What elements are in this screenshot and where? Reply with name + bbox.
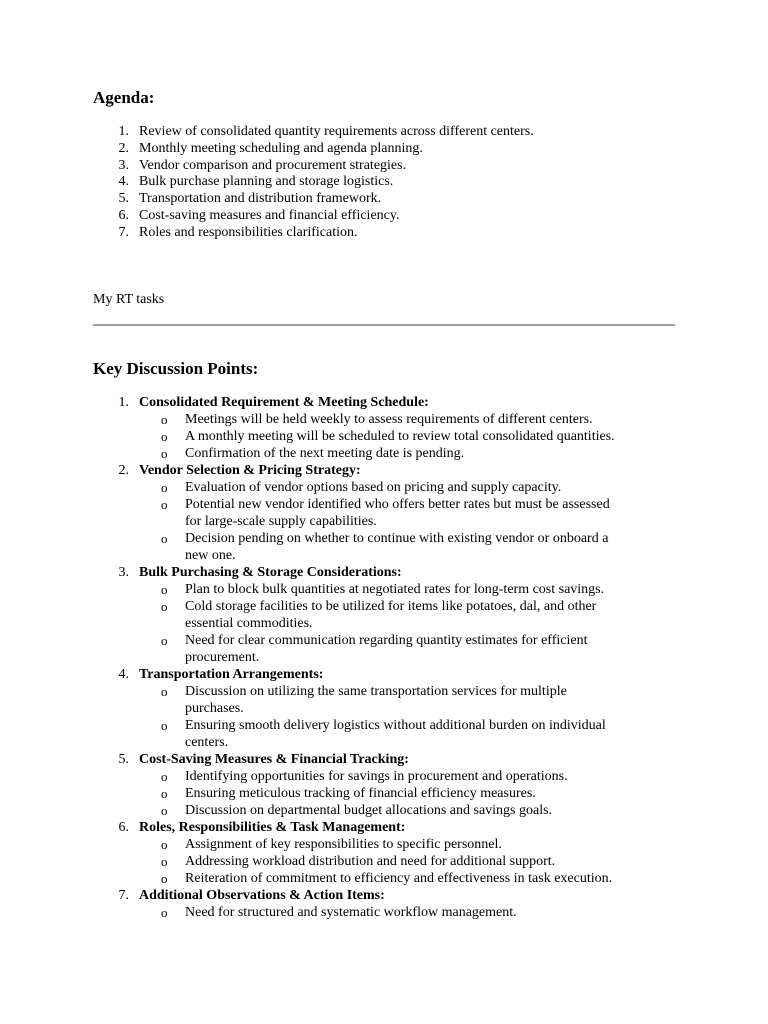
sub-point-list [139,479,693,564]
sub-point [139,530,615,564]
discussion-section [93,666,693,751]
section-title: Transportation Arrangements: [139,667,324,682]
sub-point-text: Evaluation of vendor options based on pricing and supply capacity. [185,480,562,495]
horizontal-divider [93,324,675,326]
hollow-bullet-icon: o [161,599,168,614]
agenda-item [93,158,693,175]
agenda-item-text: Monthly meeting scheduling and agenda planning. [139,140,423,156]
sub-point [139,496,615,530]
discussion-section [93,887,693,921]
sub-point-list [139,683,693,751]
hollow-bullet-icon: o [161,531,168,546]
sub-point-text: Plan to block bulk quantities at negotiated rates for long-term cost savings. [185,582,605,597]
hollow-bullet-icon: o [161,905,168,920]
sub-point [139,904,615,921]
sub-point-list [139,904,693,921]
agenda-item [93,174,693,191]
list-number: 4. [118,667,129,682]
sub-point-text: Assignment of key responsibilities to specific personnel. [185,837,502,852]
list-number: 6. [118,820,129,835]
section-title: Additional Observations & Action Items: [139,888,385,903]
sub-point [139,428,615,445]
discussion-section [93,462,693,564]
hollow-bullet-icon: o [161,633,168,648]
section-title: Bulk Purchasing & Storage Considerations: [139,565,402,580]
list-number: 1. [118,395,129,410]
sub-point-text: Potential new vendor identified who offers better rates but must be assessed for large-scale supply capabilities. [185,497,610,529]
sub-point-text: Addressing workload distribution and need for additional support. [185,854,556,869]
sub-point [139,632,615,666]
section-title: Cost-Saving Measures & Financial Tracking: [139,752,409,767]
agenda-heading: Agenda: [93,88,155,107]
agenda-item-text: Vendor comparison and procurement strategies. [139,157,407,173]
key-discussion-heading: Key Discussion Points: [93,359,259,378]
list-number: 4. [118,174,129,190]
sub-point-text: Discussion on utilizing the same transportation services for multiple purchases. [185,684,567,716]
list-number: 6. [118,207,129,223]
sub-point [139,445,615,462]
agenda-item [93,141,693,158]
sub-point-text: A monthly meeting will be scheduled to review total consolidated quantities. [185,429,615,444]
agenda-item [93,225,693,242]
list-number: 5. [118,191,129,207]
sub-point-text: Ensuring smooth delivery logistics without additional burden on individual centers. [185,718,606,750]
sub-point [139,836,615,853]
agenda-item [93,124,693,141]
sub-point-list [139,581,693,666]
sub-point-text: Ensuring meticulous tracking of financial efficiency measures. [185,786,536,801]
discussion-section [93,564,693,666]
section-title: Roles, Responsibilities & Task Management: [139,820,406,835]
agenda-item [93,191,693,208]
sub-point [139,581,615,598]
discussion-section [93,819,693,887]
list-number: 7. [118,224,129,240]
sub-point [139,853,615,870]
sub-point-text: Meetings will be held weekly to assess requirements of different centers. [185,412,593,427]
sub-point-text: Cold storage facilities to be utilized for items like potatoes, dal, and other essential commodities. [185,599,597,631]
sub-point-list [139,836,693,887]
sub-point-text: Identifying opportunities for savings in procurement and operations. [185,769,568,784]
sub-point [139,683,615,717]
hollow-bullet-icon: o [161,429,168,444]
discussion-section [93,751,693,819]
hollow-bullet-icon: o [161,446,168,461]
sub-point-list [139,768,693,819]
sub-point-text: Confirmation of the next meeting date is pending. [185,446,465,461]
sub-point-text: Need for clear communication regarding quantity estimates for efficient procurement. [185,633,588,665]
sub-point-text: Reiteration of commitment to efficiency and effectiveness in task execution. [185,871,613,886]
agenda-item-text: Cost-saving measures and financial efficiency. [139,207,400,223]
sub-point-list [139,411,693,462]
discussion-section [93,394,693,462]
list-number: 7. [118,888,129,903]
sub-point [139,479,615,496]
agenda-item-text: Transportation and distribution framework. [139,191,382,207]
rt-tasks-text: My RT tasks [93,292,165,307]
hollow-bullet-icon: o [161,412,168,427]
hollow-bullet-icon: o [161,871,168,886]
hollow-bullet-icon: o [161,837,168,852]
hollow-bullet-icon: o [161,582,168,597]
agenda-list [93,124,693,242]
sub-point-text: Decision pending on whether to continue with existing vendor or onboard a new one. [185,531,609,563]
sub-point-text: Need for structured and systematic workflow management. [185,905,517,920]
agenda-item-text: Roles and responsibilities clarification. [139,224,358,240]
sub-point [139,768,615,785]
sub-point [139,717,615,751]
agenda-item-text: Bulk purchase planning and storage logistics. [139,174,394,190]
agenda-item-text: Review of consolidated quantity requirements across different centers. [139,124,534,139]
key-discussion-list [93,394,693,921]
hollow-bullet-icon: o [161,497,168,512]
list-number: 2. [118,140,129,156]
hollow-bullet-icon: o [161,684,168,699]
hollow-bullet-icon: o [161,769,168,784]
list-number: 1. [118,124,129,139]
hollow-bullet-icon: o [161,803,168,818]
sub-point [139,598,615,632]
agenda-item [93,208,693,225]
list-number: 3. [118,157,129,173]
hollow-bullet-icon: o [161,718,168,733]
list-number: 2. [118,463,129,478]
hollow-bullet-icon: o [161,854,168,869]
section-title: Vendor Selection & Pricing Strategy: [139,463,361,478]
sub-point-text: Discussion on departmental budget allocations and savings goals. [185,803,553,818]
list-number: 5. [118,752,129,767]
hollow-bullet-icon: o [161,786,168,801]
sub-point [139,870,615,887]
section-title: Consolidated Requirement & Meeting Schedule: [139,395,429,410]
sub-point [139,785,615,802]
sub-point [139,411,615,428]
list-number: 3. [118,565,129,580]
sub-point [139,802,615,819]
hollow-bullet-icon: o [161,480,168,495]
